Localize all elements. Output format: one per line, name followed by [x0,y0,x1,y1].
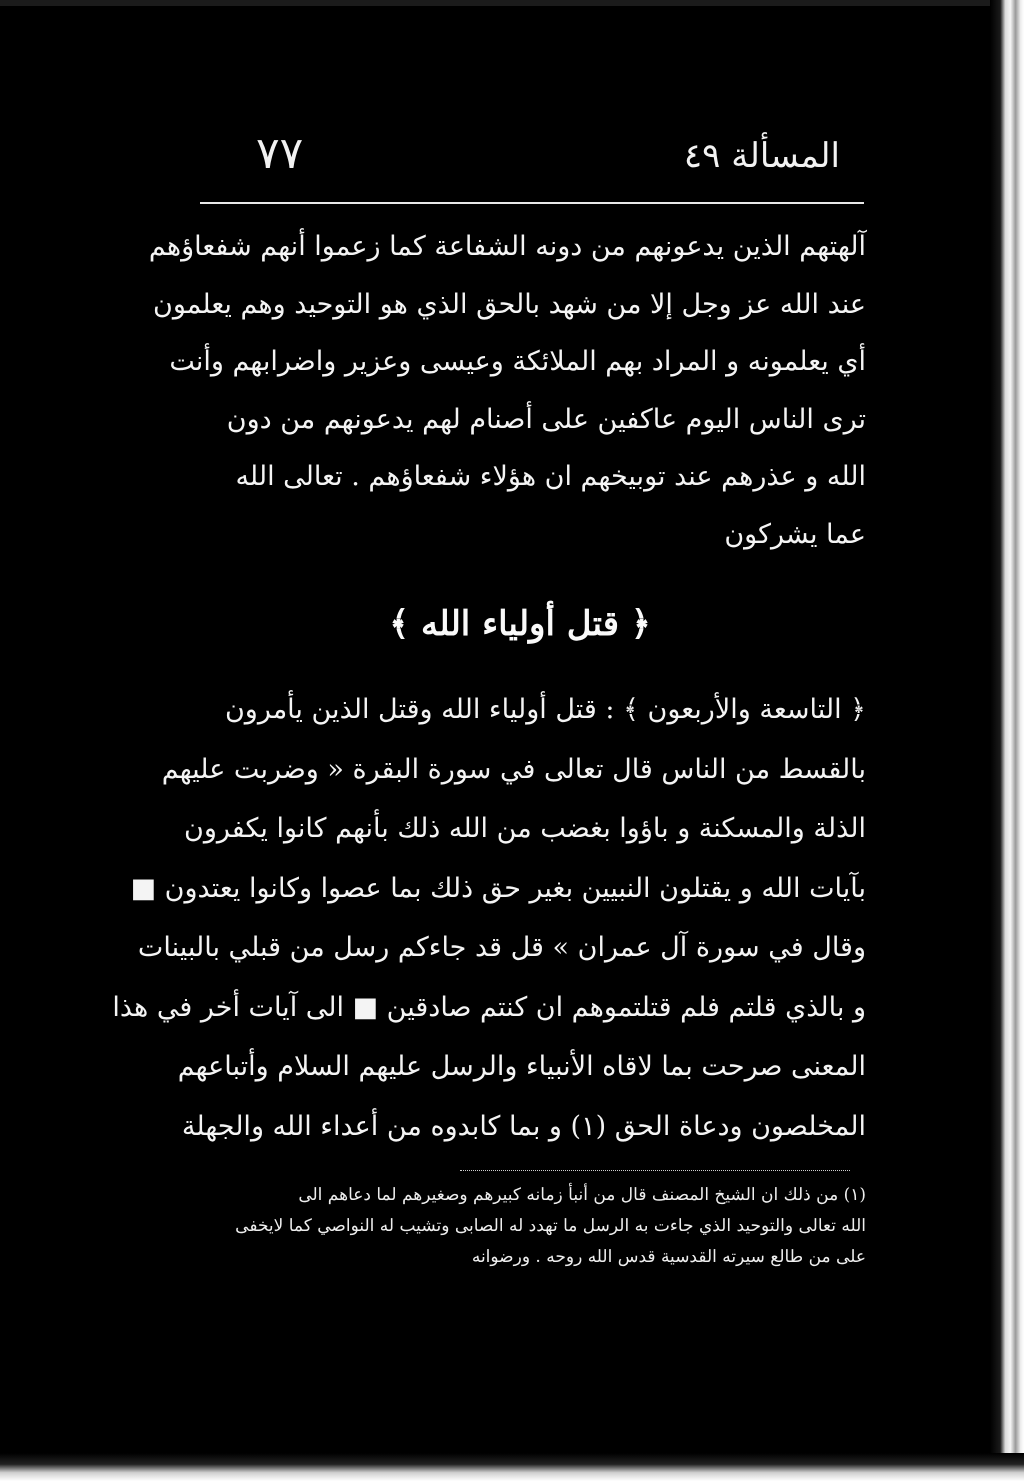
text-line: المخلصون ودعاة الحق (١) و بما كابدوه من أعداء الله والجهلة [181,1110,866,1142]
text-line: و بالذي قلتم فلم قتلتموهم ان كنتم صادقين ■ الى آيات أخر في هذا [112,991,866,1023]
header-rule [200,202,864,204]
footnote-line: على من طالع سيرته القدسية قدس الله روحه . ورضوانه [471,1247,866,1267]
book-page [112,90,880,1450]
text-line: بآيات الله و يقتلون النبيين بغير حق ذلك بما عصوا وكانوا يعتدون ■ [130,872,866,904]
page-number: ٧٧ [256,128,304,179]
footnote-line: (١) من ذلك ان الشيخ المصنف قال من أنبأ زمانه كبيرهم وصغيرهم لما دعاهم الى [298,1185,866,1205]
scan-bottom-edge [0,1453,1024,1481]
text-line: آلهتهم الذين يدعونهم من دونه الشفاعة كما زعموا أنهم شفعاؤهم [148,231,866,262]
footnote-line: الله تعالى والتوحيد الذي جاءت به الرسل ما تهدد له الصابى وتشيب له النواصي كما لايخفى [235,1216,866,1236]
running-head: المسألة ٤٩ [683,136,840,176]
section-heading: ﴿ قتل أولياء الله ﴾ [389,604,651,644]
text-line: ترى الناس اليوم عاكفين على أصنام لهم يدعونهم من دون [226,403,866,435]
text-line: عما يشركون [724,518,866,550]
text-line: ﴿ التاسعة والأربعون ﴾ : قتل أولياء الله وقتل الذين يأمرون [224,694,866,725]
section-paragraph [112,680,866,1156]
footnotes [190,1180,866,1273]
text-line: أي يعلمونه و المراد بهم الملائكة وعيسى وعزير واضرابهم وأنت [169,346,866,377]
scan-right-edge [990,0,1024,1481]
footnote-divider [460,1170,850,1172]
intro-paragraph [148,218,866,563]
text-line: الله و عذرهم عند توبيخهم ان هؤلاء شفعاؤهم . تعالى الله [235,461,866,492]
text-line: الذلة والمسكنة و باؤوا بغضب من الله ذلك بأنهم كانوا يكفرون [184,813,866,844]
text-line: المعنى صرحت بما لاقاه الأنبياء والرسل عليهم السلام وأتباعهم [177,1051,866,1082]
text-line: بالقسط من الناس قال تعالى في سورة البقرة « وضربت عليهم [161,753,866,785]
text-line: وقال في سورة آل عمران » قل قد جاءكم رسل من قبلي بالبينات [137,932,866,963]
page-header [160,126,880,190]
scan-top-edge [0,0,1024,6]
text-line: عند الله عز وجل إلا من شهد بالحق الذي هو التوحيد وهم يعلمون [153,288,866,320]
